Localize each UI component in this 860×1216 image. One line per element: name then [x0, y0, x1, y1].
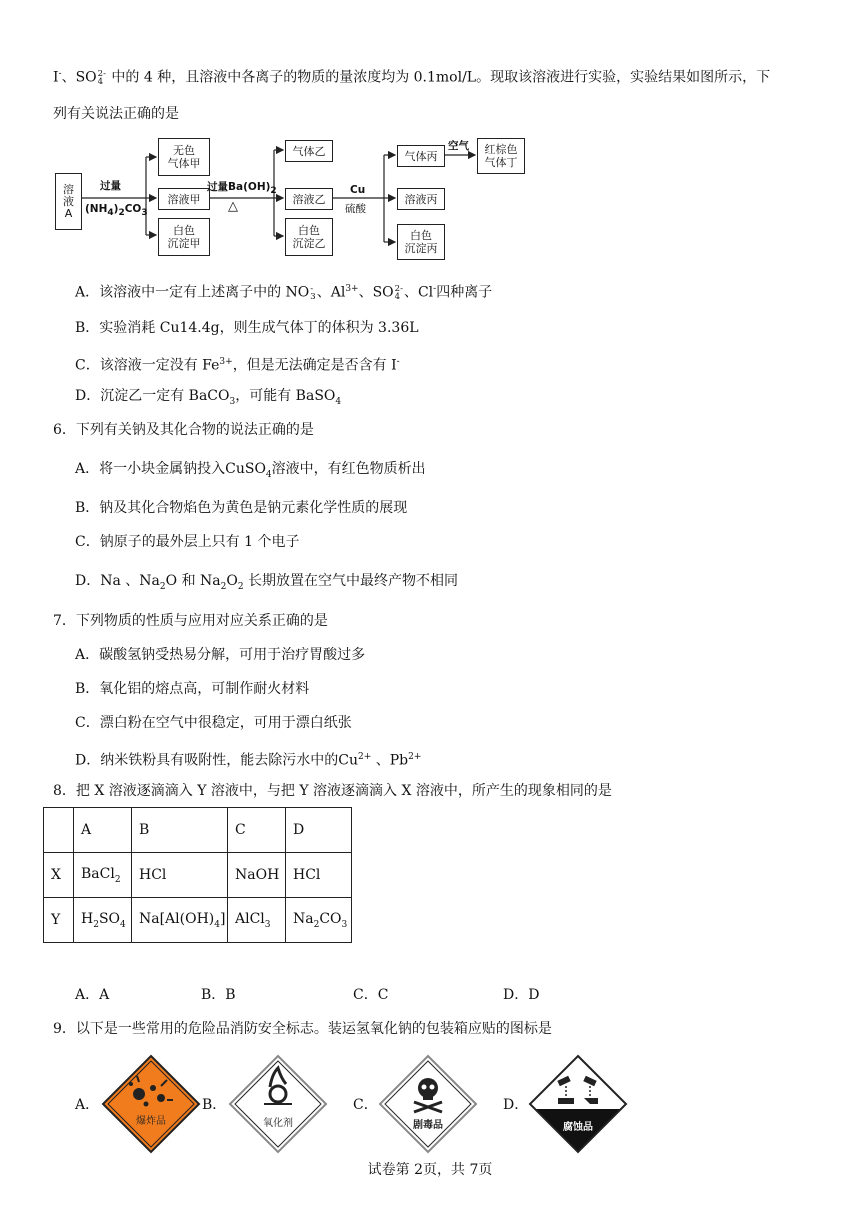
q5-option-c: C．该溶液一定没有 $Fe^{3+}$，但是无法确定是否含有 I- — [75, 357, 400, 374]
q8-option-d: D．D — [503, 987, 540, 1003]
table-cell — [44, 808, 74, 853]
table-cell: D — [286, 808, 352, 853]
table-cell: $H_2SO_4$ — [74, 898, 132, 943]
table-cell: Y — [44, 898, 74, 943]
toxic-sign-icon — [378, 1054, 478, 1154]
page-footer: 试卷第 2页，共 7页 — [367, 1162, 493, 1178]
explosive-sign-icon — [101, 1054, 201, 1154]
table-cell: HCl — [132, 853, 228, 898]
q8-option-a: A．A — [75, 987, 110, 1003]
box-gas-jia: 无色 气体甲 — [158, 138, 210, 176]
q5-intro: I-、SO 2- 4 中的 4 种，且溶液中各离子的物质的量浓度均为 0.1mol/L。现取该溶液进行实验，实验结果如图所示，下 — [53, 68, 771, 87]
q5-option-a: A．该溶液中一定有上述离子中的 NO - 3 、$Al^{3+}$、SO 2- 4 、Cl-四种离子 — [75, 283, 493, 302]
table-row-x — [44, 853, 352, 898]
label-reagent3-top: Cu — [350, 184, 366, 196]
q8-option-b: B．B — [201, 987, 236, 1003]
table-cell: X — [44, 853, 74, 898]
q8-table — [43, 807, 352, 943]
q5-option-b: B．实验消耗 Cu14.4g，则生成气体丁的体积为 3.36L — [75, 320, 419, 336]
q8-option-c: C．C — [353, 987, 389, 1003]
box-soln-yi: 溶液乙 — [285, 188, 333, 210]
q7-option-d: D．纳米铁粉具有吸附性，能去除污水中的$Cu^{2+}$ 、$Pb^{2+}$ — [75, 752, 422, 769]
oxidizer-sign-icon — [228, 1054, 328, 1154]
q9-label-b: B． — [202, 1097, 227, 1113]
box-soln-bing: 溶液丙 — [397, 188, 445, 210]
label-reagent1-bottom: $(NH_4)_2CO_3$ — [85, 203, 148, 219]
q9-stem: 9．以下是一些常用的危险品消防安全标志。装运氢氧化钠的包装箱应贴的图标是 — [53, 1021, 552, 1037]
label-reagent2-top: 过量$Ba(OH)_2$ — [207, 181, 277, 197]
label-reagent2-heat: △ — [228, 199, 238, 214]
table-cell: B — [132, 808, 228, 853]
corrosive-sign-text: 腐蚀品 — [563, 1122, 593, 1133]
label-reagent3-bottom: 硫酸 — [345, 203, 366, 215]
table-row-y — [44, 898, 352, 943]
q5-intro-line2: 列有关说法正确的是 — [53, 106, 179, 122]
table-cell: A — [74, 808, 132, 853]
table-cell: AlCl$_3$ — [228, 898, 286, 943]
q7-option-a: A．碳酸氢钠受热易分解，可用于治疗胃酸过多 — [75, 647, 366, 663]
box-ppt-jia: 白色 沉淀甲 — [158, 218, 210, 256]
q6-option-d: D．Na 、$Na_2O$ 和 $Na_2O_2$ 长期放置在空气中最终产物不相同 — [75, 573, 459, 592]
q8-stem: 8．把 X 溶液逐滴滴入 Y 溶液中，与把 Y 溶液逐滴滴入 X 溶液中，所产生的现象相同的是 — [53, 783, 612, 799]
explosive-sign-text: 爆炸品 — [136, 1116, 166, 1127]
box-gas-ding: 红棕色 气体丁 — [477, 138, 525, 174]
q6-option-a: A．将一小块金属钠投入CuSO$_4$溶液中，有红色物质析出 — [75, 461, 426, 480]
table-cell: C — [228, 808, 286, 853]
oxidizer-sign-text: 氧化剂 — [263, 1118, 293, 1129]
box-ppt-yi: 白色 沉淀乙 — [285, 218, 333, 256]
box-solution-a: 溶 液 A — [55, 173, 82, 230]
q9-label-d: D． — [503, 1097, 529, 1113]
table-cell: $Na[Al(OH)_4]$ — [132, 898, 228, 943]
q5-option-d: D．沉淀乙一定有 BaCO$_3$，可能有 BaSO$_4$ — [75, 388, 342, 407]
box-soln-jia: 溶液甲 — [158, 188, 210, 210]
table-header-row — [44, 808, 352, 853]
table-cell: BaCl$_2$ — [74, 853, 132, 898]
q6-option-b: B．钠及其化合物焰色为黄色是钠元素化学性质的展现 — [75, 500, 408, 516]
q7-option-c: C．漂白粉在空气中很稳定，可用于漂白纸张 — [75, 715, 352, 731]
box-ppt-bing: 白色 沉淀丙 — [397, 224, 445, 260]
table-cell: $Na_2CO_3$ — [286, 898, 352, 943]
table-cell: NaOH — [228, 853, 286, 898]
q7-stem: 7．下列物质的性质与应用对应关系正确的是 — [53, 613, 328, 629]
label-air: 空气 — [448, 140, 469, 152]
q6-stem: 6．下列有关钠及其化合物的说法正确的是 — [53, 422, 314, 438]
corrosive-sign-icon — [528, 1054, 628, 1154]
label-reagent1-top: 过量 — [100, 180, 121, 192]
q6-option-c: C．钠原子的最外层上只有 1 个电子 — [75, 534, 300, 550]
table-cell: HCl — [286, 853, 352, 898]
toxic-sign-text: 剧毒品 — [413, 1120, 443, 1131]
q9-label-a: A． — [75, 1097, 100, 1113]
q7-option-b: B．氧化铝的熔点高，可制作耐火材料 — [75, 681, 310, 697]
box-gas-yi: 气体乙 — [285, 140, 333, 162]
q9-label-c: C． — [353, 1097, 378, 1113]
box-gas-bing: 气体丙 — [397, 145, 445, 167]
